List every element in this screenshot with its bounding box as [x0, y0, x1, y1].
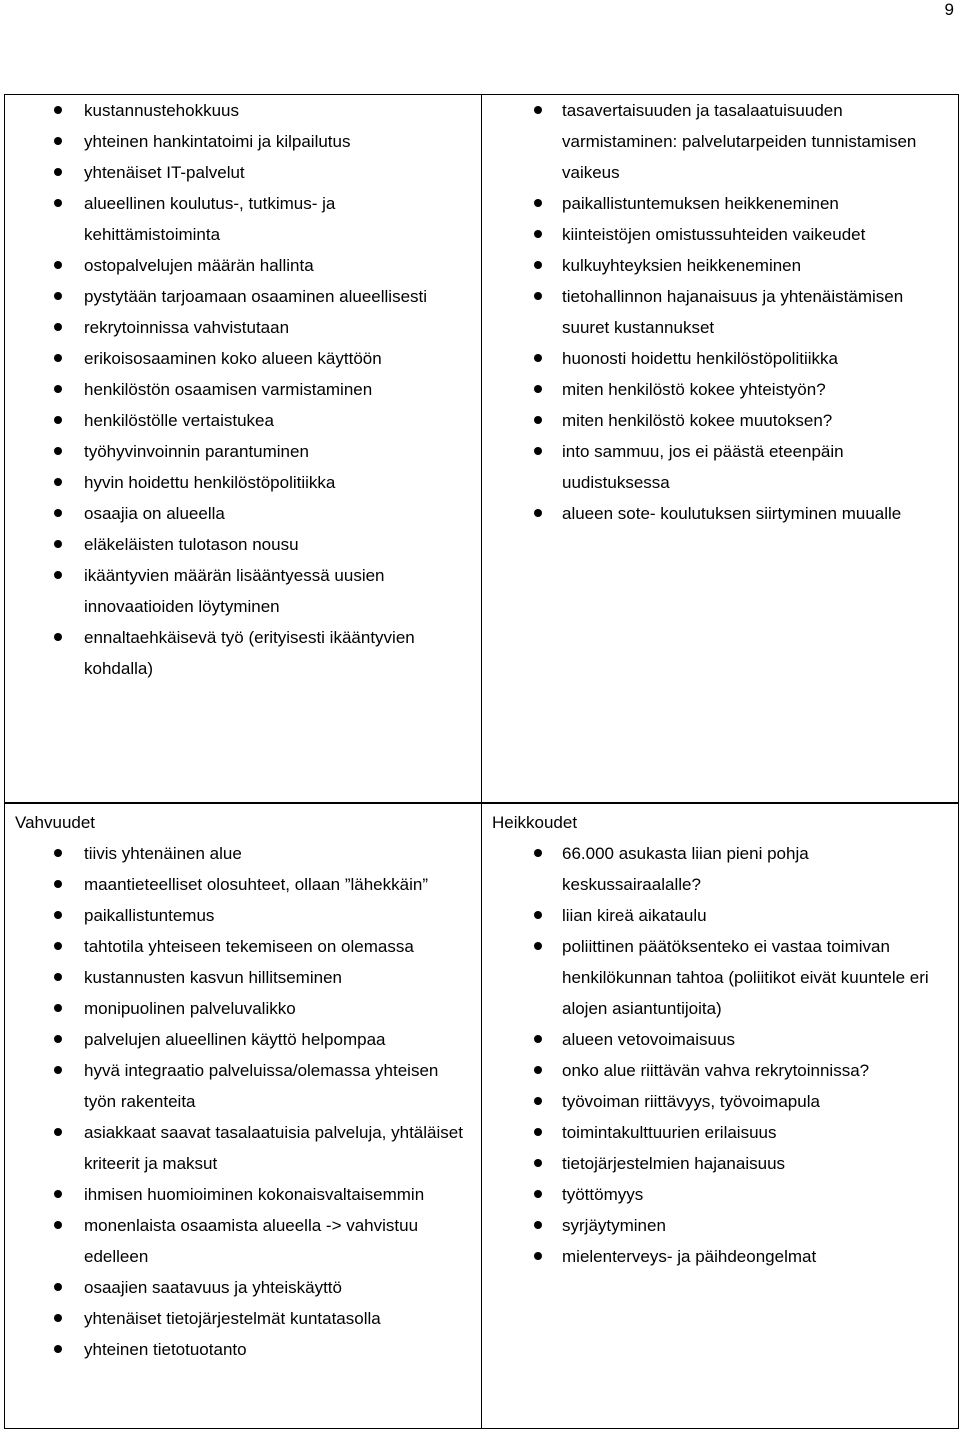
- list-item-text: tasavertaisuuden ja tasalaatuisuuden varmistaminen: palvelutarpeiden tunnistamisen vaikeus: [562, 101, 917, 182]
- list-item: [5, 1179, 481, 1210]
- list-item: [482, 931, 958, 1024]
- list-item: [482, 250, 958, 281]
- bullet-icon: [54, 1283, 62, 1291]
- list-item-text: ostopalvelujen määrän hallinta: [84, 256, 314, 275]
- strengths-cell: [5, 803, 482, 1429]
- bullet-icon: [534, 416, 542, 424]
- list-item: [5, 1334, 481, 1365]
- bullet-icon: [54, 168, 62, 176]
- list-item-text: liian kireä aikataulu: [562, 906, 707, 925]
- list-item-text: eläkeläisten tulotason nousu: [84, 535, 299, 554]
- opportunities-list: [5, 95, 481, 684]
- list-item-text: monenlaista osaamista alueella -> vahvistuu edelleen: [84, 1216, 419, 1266]
- bullet-icon: [534, 1066, 542, 1074]
- list-item: [5, 993, 481, 1024]
- bullet-icon: [54, 1004, 62, 1012]
- bullet-icon: [534, 354, 542, 362]
- bullet-icon: [54, 199, 62, 207]
- list-item-text: hyvä integraatio palveluissa/olemassa yhteisen työn rakenteita: [84, 1061, 439, 1111]
- bullet-icon: [534, 1252, 542, 1260]
- list-item-text: alueellinen koulutus-, tutkimus- ja kehittämistoiminta: [84, 194, 336, 244]
- list-item-text: henkilöstön osaamisen varmistaminen: [84, 380, 373, 399]
- bullet-icon: [54, 478, 62, 486]
- list-item-text: syrjäytyminen: [562, 1216, 666, 1235]
- list-item-text: into sammuu, jos ei päästä eteenpäin uudistuksessa: [562, 442, 844, 492]
- list-item: [482, 1241, 958, 1272]
- list-item: [482, 281, 958, 343]
- bullet-icon: [54, 942, 62, 950]
- page-number: 9: [944, 0, 954, 19]
- bullet-icon: [534, 1035, 542, 1043]
- threats-cell: [482, 95, 959, 804]
- bullet-icon: [534, 292, 542, 300]
- list-item: [482, 188, 958, 219]
- strengths-list: [5, 838, 481, 1365]
- bullet-icon: [534, 942, 542, 950]
- bullet-icon: [534, 849, 542, 857]
- list-item: [5, 1024, 481, 1055]
- list-item-text: paikallistuntemuksen heikkeneminen: [562, 194, 839, 213]
- list-item-text: kiinteistöjen omistussuhteiden vaikeudet: [562, 225, 866, 244]
- list-item-text: osaajia on alueella: [84, 504, 225, 523]
- list-item: [482, 436, 958, 498]
- list-item-text: poliittinen päätöksenteko ei vastaa toimivan henkilökunnan tahtoa (poliitikot eivät kuuntele eri alojen asiantuntijoita): [562, 937, 929, 1018]
- list-item-text: paikallistuntemus: [84, 906, 215, 925]
- list-item: [482, 1055, 958, 1086]
- list-item-text: alueen sote- koulutuksen siirtyminen muualle: [562, 504, 902, 523]
- list-item-text: tietohallinnon hajanaisuus ja yhtenäistämisen suuret kustannukset: [562, 287, 904, 337]
- bullet-icon: [54, 1345, 62, 1353]
- threats-list: [482, 95, 958, 529]
- list-item-text: yhtenäiset tietojärjestelmät kuntatasolla: [84, 1309, 381, 1328]
- list-item-text: erikoisosaaminen koko alueen käyttöön: [84, 349, 382, 368]
- bullet-icon: [534, 1221, 542, 1229]
- bullet-icon: [54, 323, 62, 331]
- list-item: [5, 467, 481, 498]
- list-item: [5, 95, 481, 126]
- list-item-text: alueen vetovoimaisuus: [562, 1030, 735, 1049]
- strengths-weaknesses-table: [4, 802, 959, 1429]
- list-item: [5, 343, 481, 374]
- bullet-icon: [534, 509, 542, 517]
- list-item: [482, 219, 958, 250]
- list-item: [482, 343, 958, 374]
- list-item: [5, 250, 481, 281]
- list-item: [5, 560, 481, 622]
- bullet-icon: [534, 230, 542, 238]
- list-item: [482, 1179, 958, 1210]
- list-item-text: 66.000 asukasta liian pieni pohja keskussairaalalle?: [562, 844, 809, 894]
- opportunities-cell: [5, 95, 482, 804]
- list-item: [482, 1148, 958, 1179]
- list-item-text: miten henkilöstö kokee yhteistyön?: [562, 380, 826, 399]
- list-item: [5, 157, 481, 188]
- list-item-text: onko alue riittävän vahva rekrytoinnissa?: [562, 1061, 870, 1080]
- list-item-text: tiivis yhtenäinen alue: [84, 844, 242, 863]
- list-item-text: yhteinen tietotuotanto: [84, 1340, 247, 1359]
- list-item: [5, 281, 481, 312]
- list-item: [5, 962, 481, 993]
- bullet-icon: [534, 1190, 542, 1198]
- list-item: [5, 931, 481, 962]
- list-item-text: asiakkaat saavat tasalaatuisia palveluja, yhtäläiset kriteerit ja maksut: [84, 1123, 463, 1173]
- weaknesses-list: [482, 838, 958, 1272]
- list-item: [5, 436, 481, 467]
- bullet-icon: [534, 447, 542, 455]
- bullet-icon: [534, 261, 542, 269]
- list-item-text: tahtotila yhteiseen tekemiseen on olemassa: [84, 937, 414, 956]
- bullet-icon: [54, 540, 62, 548]
- list-item-text: toimintakulttuurien erilaisuus: [562, 1123, 777, 1142]
- list-item: [5, 1272, 481, 1303]
- bullet-icon: [54, 106, 62, 114]
- bullet-icon: [534, 385, 542, 393]
- list-item-text: työhyvinvoinnin parantuminen: [84, 442, 309, 461]
- list-item: [5, 1055, 481, 1117]
- bullet-icon: [54, 1066, 62, 1074]
- list-item-text: miten henkilöstö kokee muutoksen?: [562, 411, 833, 430]
- list-item-text: rekrytoinnissa vahvistutaan: [84, 318, 290, 337]
- list-item-text: kulkuyhteyksien heikkeneminen: [562, 256, 802, 275]
- bullet-icon: [54, 849, 62, 857]
- list-item: [5, 498, 481, 529]
- bullet-icon: [54, 385, 62, 393]
- bullet-icon: [54, 1190, 62, 1198]
- list-item: [482, 1024, 958, 1055]
- list-item: [5, 405, 481, 436]
- list-item-text: osaajien saatavuus ja yhteiskäyttö: [84, 1278, 342, 1297]
- list-item-text: yhteinen hankintatoimi ja kilpailutus: [84, 132, 351, 151]
- list-item: [5, 529, 481, 560]
- list-item: [5, 838, 481, 869]
- list-item-text: ihmisen huomioiminen kokonaisvaltaisemmin: [84, 1185, 425, 1204]
- list-item-text: mielenterveys- ja päihdeongelmat: [562, 1247, 817, 1266]
- bullet-icon: [534, 199, 542, 207]
- bullet-icon: [534, 1097, 542, 1105]
- bullet-icon: [54, 880, 62, 888]
- list-item: [482, 1086, 958, 1117]
- bullet-icon: [54, 571, 62, 579]
- list-item-text: hyvin hoidettu henkilöstöpolitiikka: [84, 473, 336, 492]
- bullet-icon: [534, 1159, 542, 1167]
- list-item-text: kustannustehokkuus: [84, 101, 239, 120]
- bullet-icon: [54, 354, 62, 362]
- list-item-text: maantieteelliset olosuhteet, ollaan ”lähekkäin”: [84, 875, 428, 894]
- list-item-text: huonosti hoidettu henkilöstöpolitiikka: [562, 349, 838, 368]
- bullet-icon: [54, 1221, 62, 1229]
- opportunities-threats-table: [4, 94, 959, 804]
- list-item-text: monipuolinen palveluvalikko: [84, 999, 296, 1018]
- bullet-icon: [54, 447, 62, 455]
- strengths-title: Vahvuudet: [15, 813, 96, 832]
- bullet-icon: [534, 1128, 542, 1136]
- list-item-text: henkilöstölle vertaistukea: [84, 411, 274, 430]
- list-item-text: ennaltaehkäisevä työ (erityisesti ikääntyvien kohdalla): [84, 628, 415, 678]
- bullet-icon: [54, 261, 62, 269]
- list-item: [482, 498, 958, 529]
- list-item: [5, 312, 481, 343]
- list-item-text: palvelujen alueellinen käyttö helpompaa: [84, 1030, 386, 1049]
- list-item-text: kustannusten kasvun hillitseminen: [84, 968, 342, 987]
- list-item-text: tietojärjestelmien hajanaisuus: [562, 1154, 786, 1173]
- list-item: [5, 1210, 481, 1272]
- list-item: [5, 1117, 481, 1179]
- list-item-text: työvoiman riittävyys, työvoimapula: [562, 1092, 820, 1111]
- list-item: [482, 838, 958, 900]
- list-item-text: yhtenäiset IT-palvelut: [84, 163, 245, 182]
- list-item: [482, 1117, 958, 1148]
- weaknesses-cell: [482, 803, 959, 1429]
- list-item-text: pystytään tarjoamaan osaaminen alueellisesti: [84, 287, 428, 306]
- bullet-icon: [534, 911, 542, 919]
- bullet-icon: [54, 911, 62, 919]
- list-item: [5, 188, 481, 250]
- list-item: [5, 622, 481, 684]
- bullet-icon: [54, 973, 62, 981]
- bullet-icon: [54, 1035, 62, 1043]
- list-item: [5, 126, 481, 157]
- list-item: [482, 95, 958, 188]
- list-item-text: ikääntyvien määrän lisääntyessä uusien innovaatioiden löytyminen: [84, 566, 385, 616]
- weaknesses-title: Heikkoudet: [492, 813, 578, 832]
- bullet-icon: [54, 137, 62, 145]
- bullet-icon: [534, 106, 542, 114]
- bullet-icon: [54, 292, 62, 300]
- list-item: [482, 405, 958, 436]
- list-item: [5, 374, 481, 405]
- list-item: [482, 1210, 958, 1241]
- bullet-icon: [54, 1314, 62, 1322]
- list-item: [5, 1303, 481, 1334]
- bullet-icon: [54, 1128, 62, 1136]
- list-item-text: työttömyys: [562, 1185, 644, 1204]
- list-item: [5, 869, 481, 900]
- bullet-icon: [54, 633, 62, 641]
- list-item: [482, 374, 958, 405]
- list-item: [5, 900, 481, 931]
- bullet-icon: [54, 509, 62, 517]
- bullet-icon: [54, 416, 62, 424]
- list-item: [482, 900, 958, 931]
